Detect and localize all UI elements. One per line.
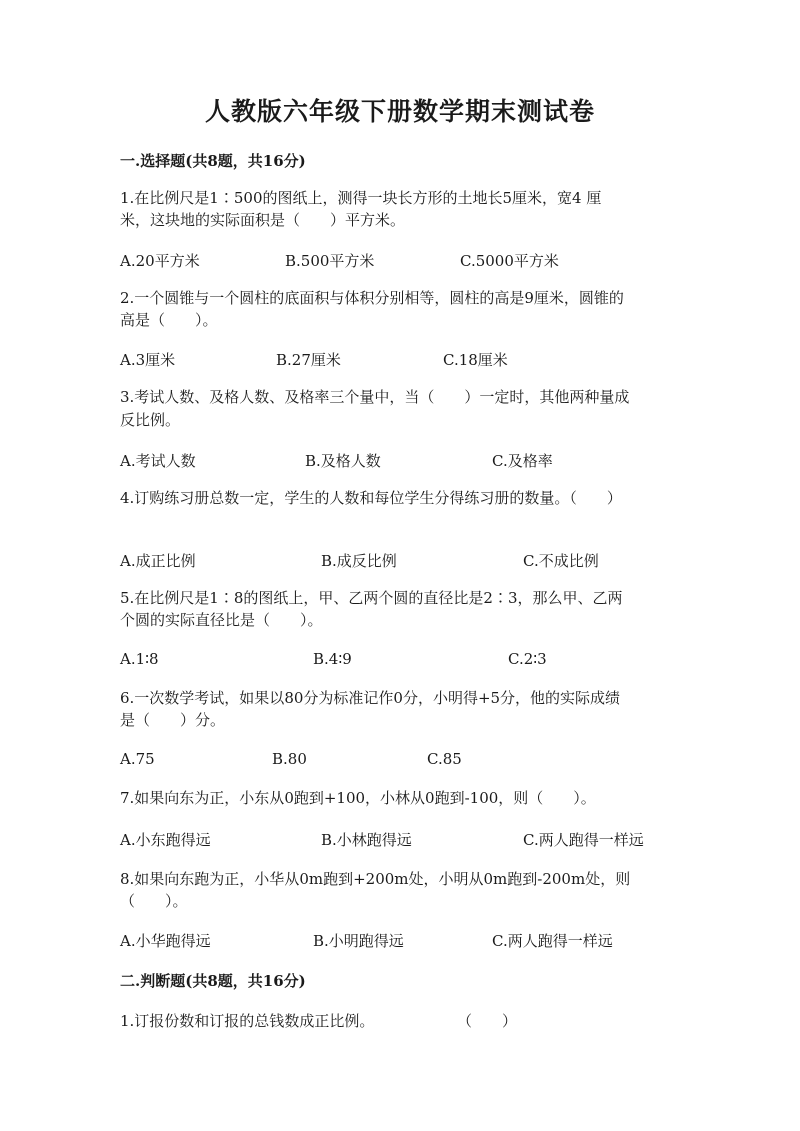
question-2-line-2: 高是（ ）。 (120, 311, 218, 329)
question-6-option-a: A.75 (120, 750, 155, 768)
question-3-line-1: 3.考试人数、及格人数、及格率三个量中，当（ ）一定时，其他两种量成 (120, 388, 630, 406)
question-5-option-b: B.4∶9 (313, 650, 352, 668)
question-3-option-b: B.及格人数 (305, 452, 381, 470)
question-7-line-1: 7.如果向东为正，小东从0跑到+100，小林从0跑到-100，则（ ）。 (120, 789, 596, 807)
question-3-line-2: 反比例。 (120, 411, 181, 429)
question-6-option-c: C.85 (427, 750, 462, 768)
judgement-question-1-blank: （ ） (457, 1012, 518, 1030)
question-4-option-b: B.成反比例 (321, 552, 397, 570)
question-7-option-a: A.小东跑得远 (120, 831, 211, 849)
question-2-option-b: B.27厘米 (276, 351, 341, 369)
question-2-option-a: A.3厘米 (120, 351, 176, 369)
question-5-option-c: C.2∶3 (508, 650, 547, 668)
question-4-option-c: C.不成比例 (523, 552, 599, 570)
question-2-option-c: C.18厘米 (443, 351, 508, 369)
question-5-line-1: 5.在比例尺是1∶8的图纸上，甲、乙两个圆的直径比是2∶3，那么甲、乙两 (120, 589, 623, 607)
judgement-question-1: 1.订报份数和订报的总钱数成正比例。 (120, 1012, 375, 1030)
question-4-line-1: 4.订购练习册总数一定，学生的人数和每位学生分得练习册的数量。（ ） (120, 489, 622, 507)
section-heading-choice: 一.选择题(共8题，共16分) (120, 152, 306, 170)
question-4-option-a: A.成正比例 (120, 552, 196, 570)
question-5-line-2: 个圆的实际直径比是（ ）。 (120, 611, 323, 629)
question-1-option-b: B.500平方米 (285, 252, 375, 270)
question-7-option-b: B.小林跑得远 (321, 831, 412, 849)
question-8-line-1: 8.如果向东跑为正，小华从0m跑到+200m处，小明从0m跑到-200m处，则 (120, 870, 631, 888)
question-6-option-b: B.80 (272, 750, 307, 768)
question-6-line-1: 6.一次数学考试，如果以80分为标准记作0分，小明得+5分，他的实际成绩 (120, 689, 621, 707)
question-6-line-2: 是（ ）分。 (120, 711, 226, 729)
question-1-option-c: C.5000平方米 (460, 252, 559, 270)
question-8-line-2: （ ）。 (120, 892, 188, 910)
question-8-option-c: C.两人跑得一样远 (492, 932, 613, 950)
question-2-line-1: 2.一个圆锥与一个圆柱的底面积与体积分别相等，圆柱的高是9厘米，圆锥的 (120, 289, 624, 307)
question-1-line-1: 1.在比例尺是1∶500的图纸上，测得一块长方形的土地长5厘米，宽4 厘 (120, 189, 602, 207)
question-7-option-c: C.两人跑得一样远 (523, 831, 644, 849)
question-8-option-a: A.小华跑得远 (120, 932, 211, 950)
question-1-line-2: 米，这块地的实际面积是（ ）平方米。 (120, 211, 406, 229)
section-heading-judgement: 二.判断题(共8题，共16分) (120, 972, 306, 990)
question-3-option-c: C.及格率 (492, 452, 553, 470)
question-8-option-b: B.小明跑得远 (313, 932, 404, 950)
question-3-option-a: A.考试人数 (120, 452, 196, 470)
question-5-option-a: A.1∶8 (120, 650, 159, 668)
question-1-option-a: A.20平方米 (120, 252, 200, 270)
page-title: 人教版六年级下册数学期末测试卷 (204, 97, 595, 126)
